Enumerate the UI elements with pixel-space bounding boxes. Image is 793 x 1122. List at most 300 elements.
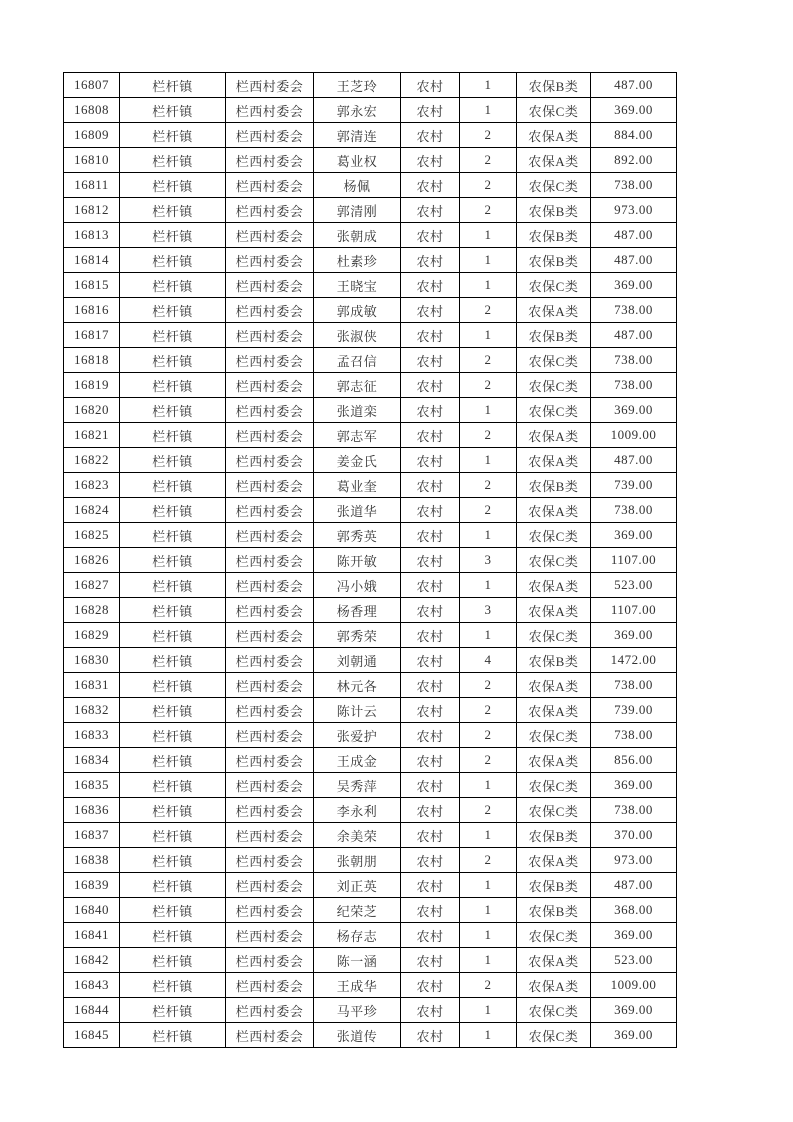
- table-row: [64, 373, 677, 398]
- cell-household-type: 农村: [401, 473, 460, 498]
- table-row: [64, 348, 677, 373]
- table-row: [64, 173, 677, 198]
- cell-insurance-category: 农保A类: [517, 698, 591, 723]
- cell-town: 栏杆镇: [120, 773, 226, 798]
- cell-person-count: 2: [460, 298, 517, 323]
- cell-person-name: 张爱护: [314, 723, 401, 748]
- cell-insurance-category: 农保B类: [517, 198, 591, 223]
- table-row: [64, 923, 677, 948]
- cell-town: 栏杆镇: [120, 248, 226, 273]
- cell-person-name: 郭清刚: [314, 198, 401, 223]
- cell-insurance-category: 农保B类: [517, 648, 591, 673]
- cell-town: 栏杆镇: [120, 623, 226, 648]
- cell-town: 栏杆镇: [120, 798, 226, 823]
- cell-insurance-category: 农保B类: [517, 473, 591, 498]
- cell-person-name: 杨佩: [314, 173, 401, 198]
- cell-person-count: 2: [460, 423, 517, 448]
- cell-household-type: 农村: [401, 448, 460, 473]
- cell-amount: 369.00: [591, 98, 677, 123]
- cell-amount: 487.00: [591, 448, 677, 473]
- cell-person-name: 张道华: [314, 498, 401, 523]
- table-row: [64, 98, 677, 123]
- cell-serial-number: 16816: [64, 298, 120, 323]
- cell-serial-number: 16837: [64, 823, 120, 848]
- cell-household-type: 农村: [401, 398, 460, 423]
- cell-amount: 1107.00: [591, 548, 677, 573]
- cell-person-name: 张淑侠: [314, 323, 401, 348]
- cell-town: 栏杆镇: [120, 323, 226, 348]
- cell-insurance-category: 农保C类: [517, 1023, 591, 1048]
- cell-insurance-category: 农保C类: [517, 798, 591, 823]
- cell-amount: 738.00: [591, 498, 677, 523]
- table-row: [64, 273, 677, 298]
- cell-household-type: 农村: [401, 98, 460, 123]
- cell-person-name: 杜素珍: [314, 248, 401, 273]
- cell-amount: 487.00: [591, 248, 677, 273]
- table-row: [64, 998, 677, 1023]
- cell-town: 栏杆镇: [120, 73, 226, 98]
- cell-person-name: 杨存志: [314, 923, 401, 948]
- cell-town: 栏杆镇: [120, 573, 226, 598]
- cell-person-name: 王芝玲: [314, 73, 401, 98]
- cell-person-count: 3: [460, 598, 517, 623]
- cell-serial-number: 16825: [64, 523, 120, 548]
- cell-household-type: 农村: [401, 823, 460, 848]
- table-row: [64, 498, 677, 523]
- cell-person-name: 杨香理: [314, 598, 401, 623]
- cell-serial-number: 16836: [64, 798, 120, 823]
- cell-person-count: 2: [460, 173, 517, 198]
- cell-town: 栏杆镇: [120, 223, 226, 248]
- cell-serial-number: 16843: [64, 973, 120, 998]
- cell-insurance-category: 农保A类: [517, 573, 591, 598]
- cell-serial-number: 16826: [64, 548, 120, 573]
- table-row: [64, 948, 677, 973]
- cell-person-name: 纪荣芝: [314, 898, 401, 923]
- cell-person-name: 王成华: [314, 973, 401, 998]
- cell-insurance-category: 农保B类: [517, 248, 591, 273]
- table-row: [64, 1023, 677, 1048]
- table-row: [64, 323, 677, 348]
- cell-village-committee: 栏西村委会: [226, 948, 314, 973]
- cell-insurance-category: 农保C类: [517, 273, 591, 298]
- cell-village-committee: 栏西村委会: [226, 848, 314, 873]
- cell-insurance-category: 农保C类: [517, 98, 591, 123]
- cell-person-name: 张朝朋: [314, 848, 401, 873]
- cell-person-count: 1: [460, 523, 517, 548]
- cell-person-count: 1: [460, 623, 517, 648]
- cell-person-name: 王晓宝: [314, 273, 401, 298]
- table-row: [64, 523, 677, 548]
- cell-village-committee: 栏西村委会: [226, 473, 314, 498]
- cell-amount: 892.00: [591, 148, 677, 173]
- cell-insurance-category: 农保B类: [517, 323, 591, 348]
- cell-town: 栏杆镇: [120, 523, 226, 548]
- cell-amount: 738.00: [591, 373, 677, 398]
- cell-village-committee: 栏西村委会: [226, 598, 314, 623]
- cell-person-count: 2: [460, 123, 517, 148]
- cell-person-count: 1: [460, 923, 517, 948]
- cell-person-count: 1: [460, 1023, 517, 1048]
- cell-amount: 487.00: [591, 223, 677, 248]
- cell-amount: 738.00: [591, 798, 677, 823]
- cell-household-type: 农村: [401, 123, 460, 148]
- cell-amount: 369.00: [591, 623, 677, 648]
- cell-amount: 369.00: [591, 523, 677, 548]
- cell-village-committee: 栏西村委会: [226, 248, 314, 273]
- cell-insurance-category: 农保C类: [517, 923, 591, 948]
- payment-roster-table: [63, 72, 677, 1048]
- cell-town: 栏杆镇: [120, 273, 226, 298]
- cell-town: 栏杆镇: [120, 673, 226, 698]
- cell-town: 栏杆镇: [120, 398, 226, 423]
- cell-household-type: 农村: [401, 198, 460, 223]
- cell-person-name: 陈计云: [314, 698, 401, 723]
- table-row: [64, 598, 677, 623]
- table-row: [64, 73, 677, 98]
- cell-town: 栏杆镇: [120, 173, 226, 198]
- cell-amount: 973.00: [591, 198, 677, 223]
- cell-person-name: 张道栾: [314, 398, 401, 423]
- cell-town: 栏杆镇: [120, 948, 226, 973]
- table-row: [64, 973, 677, 998]
- cell-village-committee: 栏西村委会: [226, 973, 314, 998]
- cell-serial-number: 16841: [64, 923, 120, 948]
- cell-amount: 369.00: [591, 773, 677, 798]
- cell-serial-number: 16839: [64, 873, 120, 898]
- cell-person-name: 葛业奎: [314, 473, 401, 498]
- cell-insurance-category: 农保A类: [517, 423, 591, 448]
- table-row: [64, 823, 677, 848]
- cell-person-count: 1: [460, 223, 517, 248]
- cell-town: 栏杆镇: [120, 648, 226, 673]
- cell-person-count: 2: [460, 498, 517, 523]
- cell-insurance-category: 农保A类: [517, 448, 591, 473]
- cell-household-type: 农村: [401, 898, 460, 923]
- cell-town: 栏杆镇: [120, 198, 226, 223]
- cell-person-name: 孟召信: [314, 348, 401, 373]
- cell-person-count: 4: [460, 648, 517, 673]
- cell-town: 栏杆镇: [120, 723, 226, 748]
- cell-household-type: 农村: [401, 148, 460, 173]
- cell-serial-number: 16844: [64, 998, 120, 1023]
- cell-town: 栏杆镇: [120, 423, 226, 448]
- cell-serial-number: 16842: [64, 948, 120, 973]
- cell-household-type: 农村: [401, 973, 460, 998]
- cell-town: 栏杆镇: [120, 373, 226, 398]
- cell-person-name: 郭永宏: [314, 98, 401, 123]
- cell-person-count: 2: [460, 673, 517, 698]
- cell-household-type: 农村: [401, 948, 460, 973]
- cell-household-type: 农村: [401, 623, 460, 648]
- cell-household-type: 农村: [401, 298, 460, 323]
- cell-amount: 523.00: [591, 948, 677, 973]
- cell-village-committee: 栏西村委会: [226, 98, 314, 123]
- cell-serial-number: 16819: [64, 373, 120, 398]
- cell-village-committee: 栏西村委会: [226, 923, 314, 948]
- cell-village-committee: 栏西村委会: [226, 298, 314, 323]
- table-row: [64, 123, 677, 148]
- cell-amount: 523.00: [591, 573, 677, 598]
- cell-household-type: 农村: [401, 773, 460, 798]
- table-row: [64, 548, 677, 573]
- cell-person-count: 1: [460, 998, 517, 1023]
- cell-village-committee: 栏西村委会: [226, 748, 314, 773]
- cell-insurance-category: 农保A类: [517, 598, 591, 623]
- cell-amount: 1009.00: [591, 973, 677, 998]
- cell-person-count: 2: [460, 973, 517, 998]
- cell-village-committee: 栏西村委会: [226, 898, 314, 923]
- cell-village-committee: 栏西村委会: [226, 548, 314, 573]
- cell-village-committee: 栏西村委会: [226, 623, 314, 648]
- table-row: [64, 148, 677, 173]
- cell-person-count: 1: [460, 273, 517, 298]
- cell-serial-number: 16820: [64, 398, 120, 423]
- cell-household-type: 农村: [401, 273, 460, 298]
- cell-insurance-category: 农保C类: [517, 348, 591, 373]
- cell-serial-number: 16834: [64, 748, 120, 773]
- table-row: [64, 648, 677, 673]
- cell-town: 栏杆镇: [120, 923, 226, 948]
- cell-insurance-category: 农保C类: [517, 523, 591, 548]
- cell-village-committee: 栏西村委会: [226, 723, 314, 748]
- cell-amount: 487.00: [591, 323, 677, 348]
- cell-serial-number: 16845: [64, 1023, 120, 1048]
- cell-person-count: 1: [460, 98, 517, 123]
- cell-town: 栏杆镇: [120, 598, 226, 623]
- cell-serial-number: 16827: [64, 573, 120, 598]
- table-row: [64, 798, 677, 823]
- cell-town: 栏杆镇: [120, 448, 226, 473]
- cell-person-name: 刘朝通: [314, 648, 401, 673]
- cell-village-committee: 栏西村委会: [226, 698, 314, 723]
- cell-serial-number: 16830: [64, 648, 120, 673]
- cell-serial-number: 16832: [64, 698, 120, 723]
- cell-person-count: 2: [460, 148, 517, 173]
- cell-town: 栏杆镇: [120, 123, 226, 148]
- cell-serial-number: 16831: [64, 673, 120, 698]
- cell-household-type: 农村: [401, 323, 460, 348]
- cell-person-name: 刘正英: [314, 873, 401, 898]
- cell-household-type: 农村: [401, 648, 460, 673]
- cell-amount: 738.00: [591, 723, 677, 748]
- cell-household-type: 农村: [401, 748, 460, 773]
- cell-amount: 884.00: [591, 123, 677, 148]
- cell-insurance-category: 农保C类: [517, 623, 591, 648]
- cell-village-committee: 栏西村委会: [226, 423, 314, 448]
- table-row: [64, 698, 677, 723]
- cell-village-committee: 栏西村委会: [226, 173, 314, 198]
- cell-village-committee: 栏西村委会: [226, 573, 314, 598]
- cell-town: 栏杆镇: [120, 748, 226, 773]
- cell-household-type: 农村: [401, 548, 460, 573]
- cell-amount: 738.00: [591, 173, 677, 198]
- table-row: [64, 198, 677, 223]
- table-row: [64, 623, 677, 648]
- cell-person-name: 姜金氏: [314, 448, 401, 473]
- table-row: [64, 398, 677, 423]
- cell-person-count: 1: [460, 948, 517, 973]
- cell-serial-number: 16810: [64, 148, 120, 173]
- cell-person-count: 1: [460, 873, 517, 898]
- cell-serial-number: 16829: [64, 623, 120, 648]
- cell-serial-number: 16822: [64, 448, 120, 473]
- table-row: [64, 473, 677, 498]
- cell-household-type: 农村: [401, 573, 460, 598]
- table-row: [64, 223, 677, 248]
- cell-person-count: 2: [460, 698, 517, 723]
- cell-household-type: 农村: [401, 923, 460, 948]
- cell-amount: 1472.00: [591, 648, 677, 673]
- cell-person-name: 郭志军: [314, 423, 401, 448]
- cell-household-type: 农村: [401, 223, 460, 248]
- cell-person-count: 2: [460, 848, 517, 873]
- cell-amount: 1009.00: [591, 423, 677, 448]
- table-row: [64, 573, 677, 598]
- cell-person-name: 郭清连: [314, 123, 401, 148]
- cell-town: 栏杆镇: [120, 148, 226, 173]
- cell-household-type: 农村: [401, 723, 460, 748]
- cell-town: 栏杆镇: [120, 898, 226, 923]
- cell-household-type: 农村: [401, 173, 460, 198]
- cell-village-committee: 栏西村委会: [226, 448, 314, 473]
- table-row: [64, 448, 677, 473]
- cell-household-type: 农村: [401, 848, 460, 873]
- cell-household-type: 农村: [401, 673, 460, 698]
- cell-insurance-category: 农保C类: [517, 548, 591, 573]
- cell-insurance-category: 农保C类: [517, 373, 591, 398]
- cell-village-committee: 栏西村委会: [226, 73, 314, 98]
- cell-village-committee: 栏西村委会: [226, 523, 314, 548]
- cell-amount: 487.00: [591, 73, 677, 98]
- table-row: [64, 248, 677, 273]
- cell-serial-number: 16809: [64, 123, 120, 148]
- cell-village-committee: 栏西村委会: [226, 223, 314, 248]
- cell-household-type: 农村: [401, 698, 460, 723]
- cell-amount: 369.00: [591, 273, 677, 298]
- cell-village-committee: 栏西村委会: [226, 823, 314, 848]
- cell-insurance-category: 农保A类: [517, 123, 591, 148]
- table-row: [64, 673, 677, 698]
- cell-insurance-category: 农保A类: [517, 848, 591, 873]
- cell-serial-number: 16813: [64, 223, 120, 248]
- cell-village-committee: 栏西村委会: [226, 1023, 314, 1048]
- cell-person-count: 1: [460, 573, 517, 598]
- cell-serial-number: 16838: [64, 848, 120, 873]
- cell-person-name: 余美荣: [314, 823, 401, 848]
- cell-person-name: 郭成敏: [314, 298, 401, 323]
- cell-person-name: 马平珍: [314, 998, 401, 1023]
- cell-person-count: 1: [460, 398, 517, 423]
- cell-village-committee: 栏西村委会: [226, 873, 314, 898]
- cell-serial-number: 16828: [64, 598, 120, 623]
- cell-serial-number: 16833: [64, 723, 120, 748]
- cell-insurance-category: 农保C类: [517, 398, 591, 423]
- cell-person-name: 郭秀英: [314, 523, 401, 548]
- cell-amount: 738.00: [591, 348, 677, 373]
- cell-village-committee: 栏西村委会: [226, 798, 314, 823]
- cell-insurance-category: 农保A类: [517, 148, 591, 173]
- table-row: [64, 848, 677, 873]
- cell-household-type: 农村: [401, 498, 460, 523]
- cell-serial-number: 16812: [64, 198, 120, 223]
- cell-insurance-category: 农保A类: [517, 673, 591, 698]
- cell-serial-number: 16823: [64, 473, 120, 498]
- cell-amount: 369.00: [591, 1023, 677, 1048]
- cell-person-count: 1: [460, 448, 517, 473]
- cell-amount: 973.00: [591, 848, 677, 873]
- cell-serial-number: 16808: [64, 98, 120, 123]
- cell-person-count: 1: [460, 248, 517, 273]
- cell-town: 栏杆镇: [120, 698, 226, 723]
- cell-insurance-category: 农保B类: [517, 873, 591, 898]
- cell-insurance-category: 农保B类: [517, 898, 591, 923]
- cell-insurance-category: 农保B类: [517, 823, 591, 848]
- cell-village-committee: 栏西村委会: [226, 398, 314, 423]
- cell-serial-number: 16817: [64, 323, 120, 348]
- cell-village-committee: 栏西村委会: [226, 148, 314, 173]
- cell-insurance-category: 农保C类: [517, 723, 591, 748]
- cell-insurance-category: 农保A类: [517, 748, 591, 773]
- cell-person-name: 王成金: [314, 748, 401, 773]
- cell-person-count: 1: [460, 73, 517, 98]
- cell-person-count: 2: [460, 473, 517, 498]
- cell-amount: 369.00: [591, 398, 677, 423]
- cell-household-type: 农村: [401, 423, 460, 448]
- cell-amount: 739.00: [591, 473, 677, 498]
- cell-person-count: 2: [460, 373, 517, 398]
- cell-amount: 369.00: [591, 998, 677, 1023]
- cell-serial-number: 16835: [64, 773, 120, 798]
- cell-insurance-category: 农保C类: [517, 173, 591, 198]
- cell-amount: 370.00: [591, 823, 677, 848]
- cell-serial-number: 16814: [64, 248, 120, 273]
- table-row: [64, 873, 677, 898]
- cell-person-count: 1: [460, 823, 517, 848]
- cell-serial-number: 16840: [64, 898, 120, 923]
- cell-household-type: 农村: [401, 248, 460, 273]
- cell-person-name: 冯小娥: [314, 573, 401, 598]
- table-row: [64, 298, 677, 323]
- cell-person-name: 郭志征: [314, 373, 401, 398]
- table-row: [64, 773, 677, 798]
- cell-person-name: 张朝成: [314, 223, 401, 248]
- cell-insurance-category: 农保A类: [517, 498, 591, 523]
- cell-village-committee: 栏西村委会: [226, 773, 314, 798]
- table-row: [64, 723, 677, 748]
- cell-person-count: 3: [460, 548, 517, 573]
- cell-household-type: 农村: [401, 523, 460, 548]
- cell-town: 栏杆镇: [120, 1023, 226, 1048]
- cell-village-committee: 栏西村委会: [226, 323, 314, 348]
- cell-person-count: 1: [460, 773, 517, 798]
- cell-amount: 368.00: [591, 898, 677, 923]
- cell-insurance-category: 农保B类: [517, 223, 591, 248]
- cell-village-committee: 栏西村委会: [226, 273, 314, 298]
- cell-town: 栏杆镇: [120, 98, 226, 123]
- cell-amount: 1107.00: [591, 598, 677, 623]
- cell-amount: 738.00: [591, 673, 677, 698]
- cell-insurance-category: 农保C类: [517, 998, 591, 1023]
- cell-person-count: 1: [460, 898, 517, 923]
- cell-insurance-category: 农保A类: [517, 298, 591, 323]
- cell-amount: 738.00: [591, 298, 677, 323]
- cell-amount: 856.00: [591, 748, 677, 773]
- cell-town: 栏杆镇: [120, 823, 226, 848]
- cell-insurance-category: 农保C类: [517, 773, 591, 798]
- cell-village-committee: 栏西村委会: [226, 998, 314, 1023]
- cell-serial-number: 16815: [64, 273, 120, 298]
